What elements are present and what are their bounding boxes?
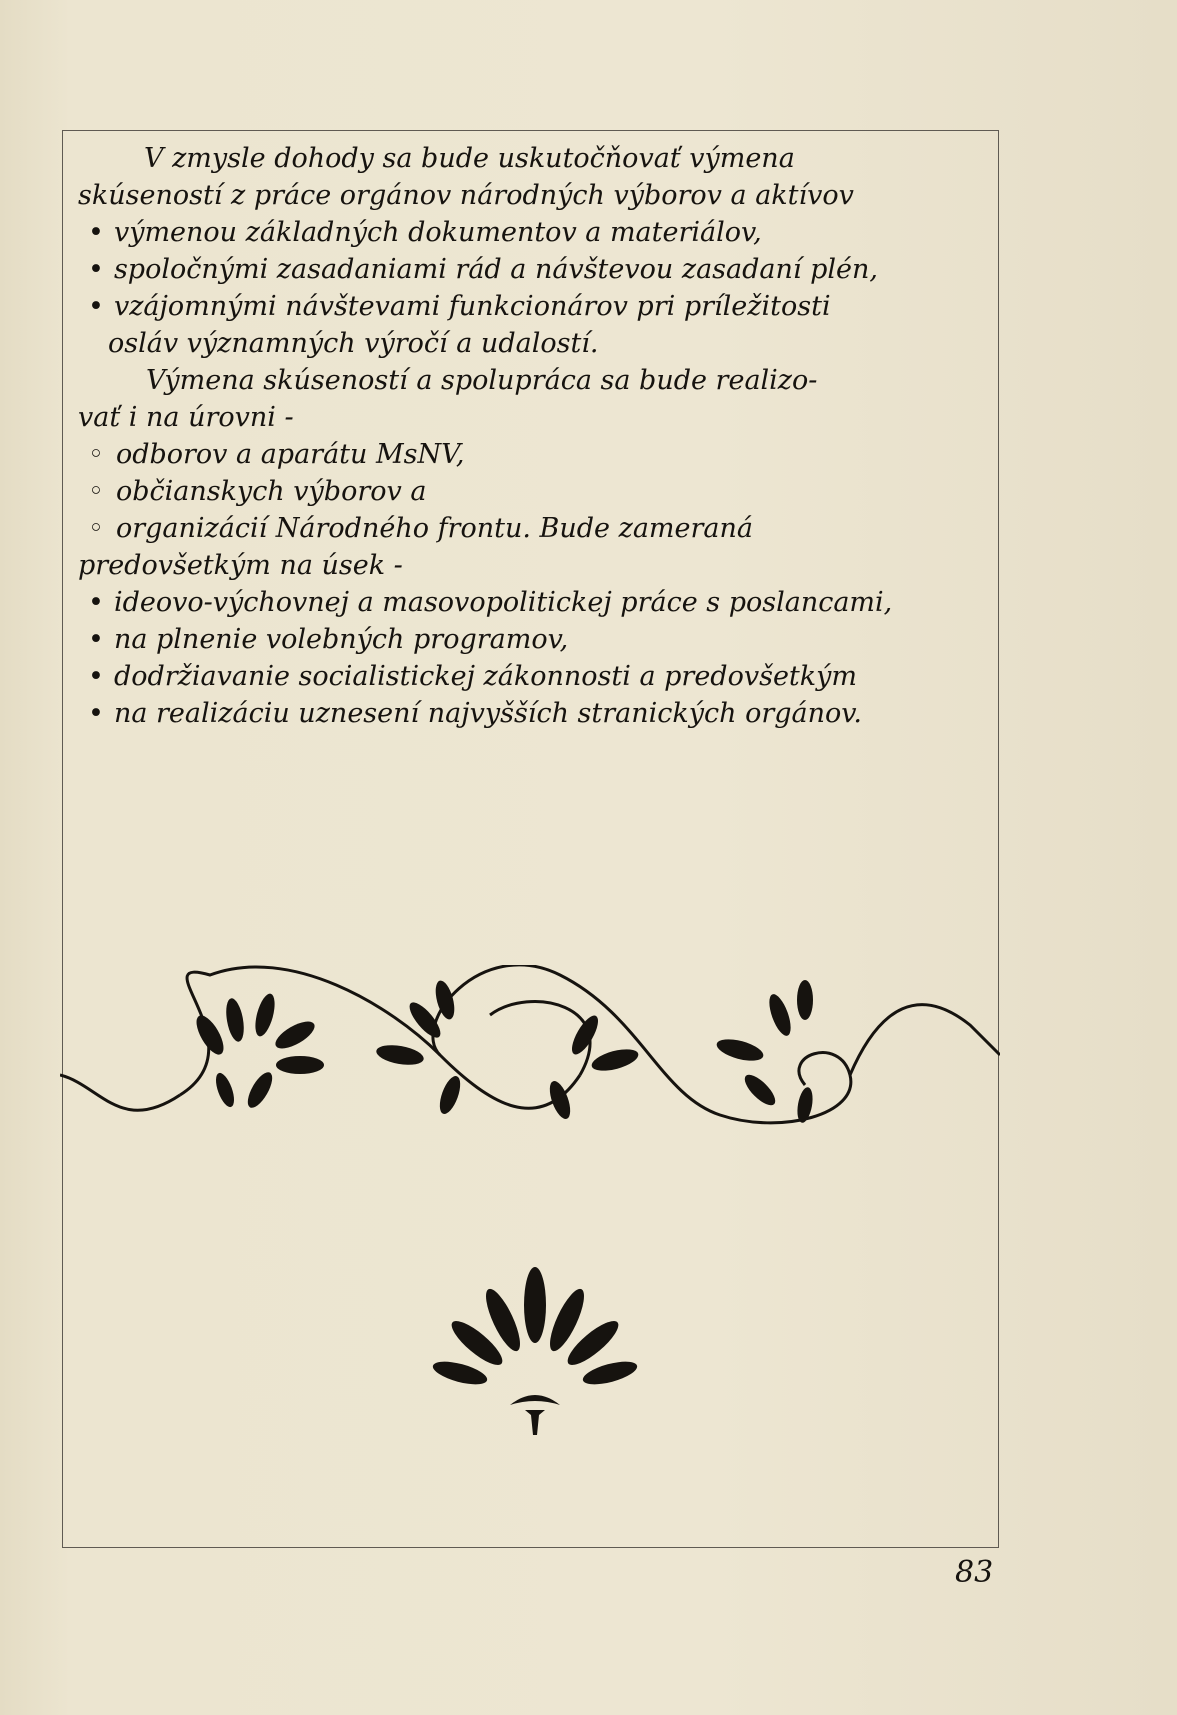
bullet-item: • na plnenie volebných programov,: [78, 621, 993, 658]
page-number: 83: [955, 1555, 994, 1590]
handwritten-text-block: [78, 140, 993, 732]
circle-bullet-item: ◦ odborov a aparátu MsNV,: [78, 436, 993, 473]
text-line: osláv významných výročí a udalostí.: [108, 328, 599, 359]
palmette-ornament: [415, 1265, 655, 1465]
palmette-scroll-ornament: [60, 965, 1000, 1165]
text-line: vať i na úrovni -: [78, 402, 294, 433]
text-line: skúseností z práce orgánov národných výborov a aktívov: [78, 180, 854, 211]
bullet-item: • na realizáciu uznesení najvyšších stranických orgánov.: [78, 695, 993, 732]
text-line: Výmena skúseností a spolupráca sa bude realizo-: [146, 365, 818, 396]
bullet-item: • spoločnými zasadaniami rád a návštevou zasadaní plén,: [78, 251, 993, 288]
bullet-item: • dodržiavanie socialistickej zákonnosti a predovšetkým: [78, 658, 993, 695]
circle-bullet-item: ◦ organizácií Národného frontu. Bude zameraná: [78, 510, 993, 547]
text-line: predovšetkým na úsek -: [78, 550, 403, 581]
bullet-item: • vzájomnými návštevami funkcionárov pri príležitosti: [78, 288, 993, 325]
text-line: V zmysle dohody sa bude uskutočňovať výmena: [144, 143, 795, 174]
circle-bullet-item: ◦ občianskych výborov a: [78, 473, 993, 510]
bullet-item: • výmenou základných dokumentov a materiálov,: [78, 214, 993, 251]
bullet-item: • ideovo-výchovnej a masovopolitickej práce s poslancami,: [78, 584, 993, 621]
